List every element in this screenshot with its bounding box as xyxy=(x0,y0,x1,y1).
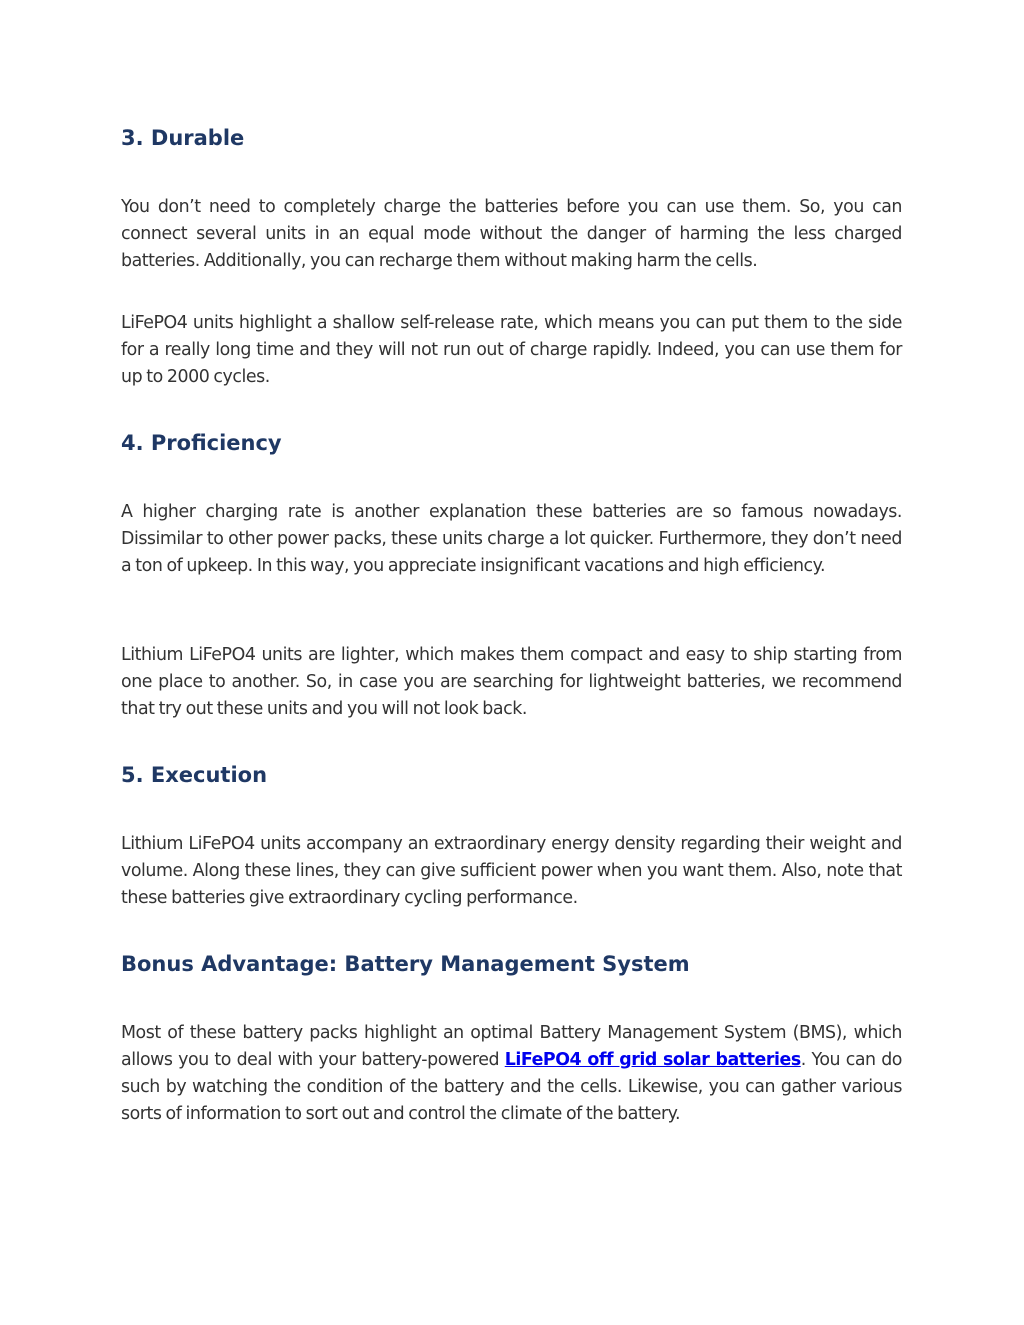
section-heading-execution: 5. Execution xyxy=(121,763,268,787)
paragraph-proficiency-1: A higher charging rate is another explanation these batteries are so famous nowadays. Dissimilar to other power packs, these units charge a lot quicker. Furthermore, they don’t need a ton of upkeep. In this way, you appreciate insignificant vacations and high efficiency. xyxy=(121,502,902,576)
lifepo4-solar-batteries-link[interactable]: LiFePO4 off grid solar batteries xyxy=(504,1050,801,1070)
paragraph-execution-1: Lithium LiFePO4 units accompany an extraordinary energy density regarding their weight and volume. Along these lines, they can give sufficient power when you want them. Also, note that these batteries give extraordinary cycling performance. xyxy=(121,834,902,908)
section-heading-durable: 3. Durable xyxy=(121,126,245,150)
section-heading-proficiency: 4. Proficiency xyxy=(121,431,282,455)
paragraph-proficiency-2: Lithium LiFePO4 units are lighter, which makes them compact and easy to ship starting from one place to another. So, in case you are searching for lightweight batteries, we recommend that try out these units and you will not look back. xyxy=(121,645,902,719)
paragraph-bonus-text-before-link: Most of these battery packs highlight an optimal Battery Management System (BMS), which allows you to deal with your battery-powered xyxy=(121,1023,902,1070)
section-heading-bonus-advantage: Bonus Advantage: Battery Management System xyxy=(121,952,690,976)
paragraph-bonus-advantage xyxy=(121,1020,902,1128)
paragraph-bonus-text-after-link: . You can do such by watching the condition of the battery and the cells. Likewise, you can gather various sorts of information to sort out and control the climate of the battery. xyxy=(121,1050,902,1124)
paragraph-durable-1: You don’t need to completely charge the batteries before you can use them. So, you can connect several units in an equal mode without the danger of harming the less charged batteries. Additionally, you can recharge them without making harm the cells. xyxy=(121,197,902,271)
paragraph-durable-2: LiFePO4 units highlight a shallow self-release rate, which means you can put them to the side for a really long time and they will not run out of charge rapidly. Indeed, you can use them for up to 2000 cycles. xyxy=(121,313,902,387)
